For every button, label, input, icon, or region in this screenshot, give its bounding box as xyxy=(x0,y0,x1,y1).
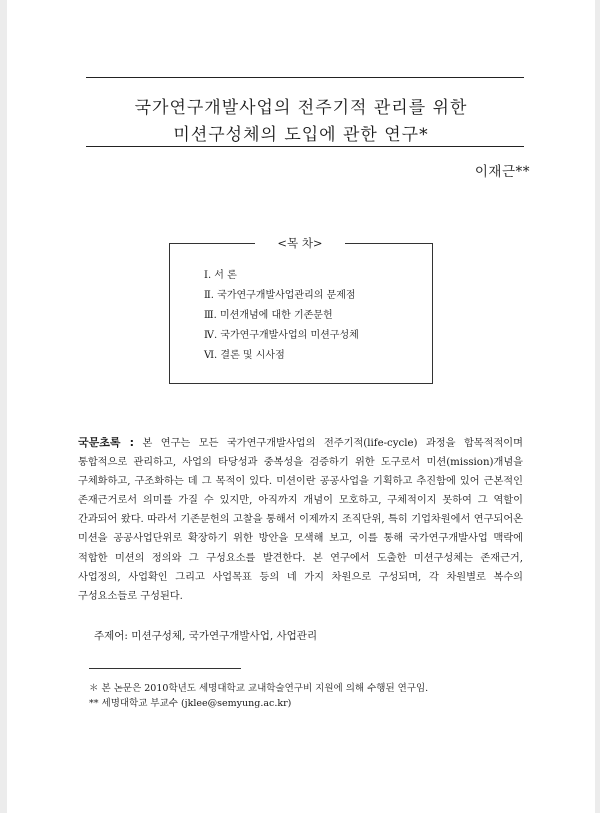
footnote-affiliation: ** 세명대학교 부교수 (jklee@semyung.ac.kr) xyxy=(89,698,292,709)
paper-title-line-2: 미션구성체의 도입에 관한 연구* xyxy=(173,125,429,145)
footnote-funding: ＊ 본 논문은 2010학년도 세명대학교 교내학술연구비 지원에 의해 수행된 연구임. xyxy=(89,683,429,694)
toc-item: Ⅱ. 국가연구개발사업관리의 문제점 xyxy=(204,290,356,301)
table-of-contents-box xyxy=(169,243,433,384)
toc-item: Ⅳ. 국가연구개발사업의 미션구성체 xyxy=(204,330,359,341)
toc-item: Ⅲ. 미션개념에 대한 기존문헌 xyxy=(204,310,333,321)
keywords: 주제어: 미션구성체, 국가연구개발사업, 사업관리 xyxy=(94,630,318,642)
toc-item: Ⅰ. 서 론 xyxy=(204,270,237,281)
title-top-rule xyxy=(86,77,524,78)
abstract-label: 국문초록 : xyxy=(78,436,134,449)
paper-title-line-1: 국가연구개발사업의 전주기적 관리를 위한 xyxy=(134,98,468,118)
toc-item: Ⅵ. 결론 및 시사점 xyxy=(204,350,285,361)
abstract-text: 본 연구는 모든 국가연구개발사업의 전주기적(life-cycle) 과정을 합목적적이며 통합적으로 관리하고, 사업의 타당성과 중복성을 검증하기 위한 도구로서 미션(mission)개념을 구체화하고, 구조화하는 데 그 목적이 있다. 미션이란 공공사업을 기획하고 추진함에 있어 근본적인 존재근거로서 의미를 가질 수 있지만, 아직까지 개념이 모호하고, 구체적이지 못하여 그 역할이 간과되어 왔다. 따라서 기존문헌의 고찰을 통해서 이제까지 조직단위, 특히 기업차원에서 연구되어온 미션을 공공사업단위로 확장하기 위한 방안을 모색해 보고, 이를 통해 국가연구개발사업 맥락에 적합한 미션의 정의와 그 구성요소를 발견한다. 본 연구에서 도출한 미션구성체는 존재근거, 사업정의, 사업확인 그리고 사업목표 등의 네 가지 차원으로 구성되며, 각 차원별로 복수의 구성요소들로 구성된다. xyxy=(78,438,523,602)
toc-heading: <목 차> xyxy=(255,235,345,251)
paper-page xyxy=(7,0,595,813)
korean-abstract xyxy=(78,433,523,606)
footnote-rule xyxy=(89,668,241,669)
toc-list xyxy=(204,266,359,366)
author-name: 이재근** xyxy=(474,164,530,180)
title-bottom-rule xyxy=(86,146,524,147)
